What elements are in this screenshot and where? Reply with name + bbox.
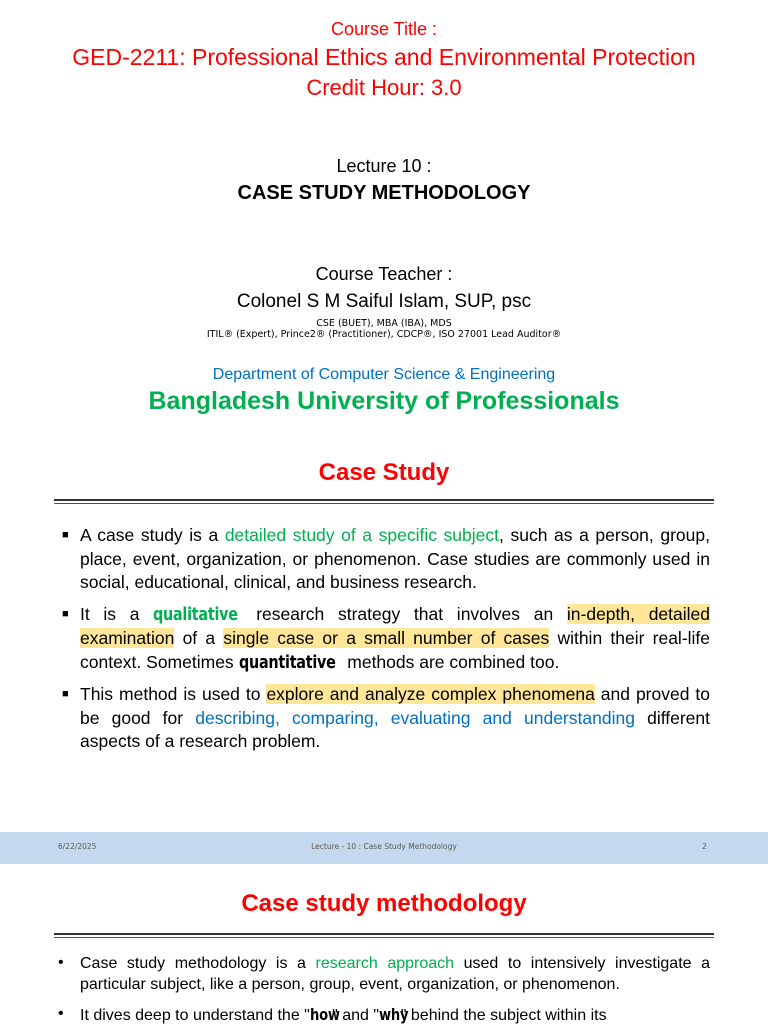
course-teacher-label: Course Teacher :: [315, 264, 453, 284]
dot-bullet-icon: •: [58, 954, 64, 971]
footer-title: Lecture - 10 : Case Study Methodology: [311, 842, 457, 851]
bullet-purpose: [62, 683, 710, 754]
course-teacher-name: Colonel S M Saiful Islam, SUP, psc: [236, 291, 532, 312]
highlighted-text: single case or a small number of cases: [223, 628, 550, 648]
lecture-title: CASE STUDY METHODOLOGY: [237, 182, 531, 204]
bullet-text: It dives deep to understand the ": [80, 1007, 310, 1024]
dot-bullet-icon: •: [58, 1005, 64, 1022]
bullet-text: A case study is a: [80, 525, 225, 545]
bullet-qualitative: [62, 603, 710, 676]
methodology-bullet-list: [58, 953, 710, 1035]
bullet-text: It is a: [80, 603, 154, 624]
square-bullet-icon: ■: [62, 529, 69, 541]
highlighted-text: in-depth, detailed examination: [80, 603, 710, 648]
bullet-definition: [62, 524, 710, 595]
keyword-why: why: [379, 1005, 409, 1024]
bullet-text: This method is used to: [80, 684, 267, 704]
keyword-quantitative: quantitative: [238, 652, 336, 673]
heading-divider-thin: [54, 937, 714, 938]
highlighted-text: explore and analyze complex phenomena: [266, 684, 595, 704]
university-name: Bangladesh University of Professionals: [148, 387, 620, 415]
bullet-text: " and ": [332, 1007, 380, 1024]
emphasis-text: describing, comparing, evaluating and understanding: [195, 707, 635, 728]
teacher-qualifications-line-2: ITIL® (Expert), Prince2® (Practitioner), CDCP®, ISO 27001 Lead Auditor®: [206, 329, 562, 340]
lecture-label: Lecture 10 :: [336, 156, 432, 176]
course-code-title: GED-2211: Professional Ethics and Environmental Protection: [72, 44, 696, 70]
emphasis-text: detailed study of a specific subject: [224, 525, 500, 545]
slide-footer: [0, 832, 768, 864]
bullet-text: , such as a person, group, place, event, organization, or phenomenon. Case studies are commonly used in social, educational, clinical, and business research.: [80, 525, 710, 592]
emphasis-text: research approach: [315, 955, 455, 972]
bullet-research-approach: [58, 953, 710, 995]
bullet-text: of a: [174, 628, 224, 648]
methodology-heading: Case study methodology: [241, 890, 527, 917]
bullet-text: methods are combined too.: [342, 651, 560, 672]
footer-page-number: 2: [702, 842, 707, 851]
bullet-text: different aspects of a research problem.: [80, 707, 710, 751]
teacher-qualifications-line-1: CSE (BUET), MBA (IBA), MDS: [316, 318, 452, 329]
case-study-heading: Case Study: [318, 459, 450, 486]
credit-hour: Credit Hour: 3.0: [306, 75, 462, 100]
square-bullet-icon: ■: [62, 688, 69, 700]
keyword-how: how: [309, 1005, 340, 1024]
bullet-how-why: [58, 1004, 710, 1026]
bullet-text: within their real-life context. Sometimes: [80, 628, 711, 672]
bullet-text: Case study methodology is a: [80, 955, 316, 972]
heading-divider: [54, 499, 714, 501]
bullet-text: " behind the subject within its: [400, 1007, 607, 1024]
square-bullet-icon: ■: [62, 607, 69, 620]
bullet-text: used to intensively investigate a particular subject, like a person, group, event, organization, or phenomenon.: [80, 955, 711, 993]
department-name: Department of Computer Science & Engineering: [212, 366, 556, 383]
course-title-label: Course Title :: [330, 19, 438, 39]
heading-divider: [54, 933, 714, 935]
case-study-bullet-list: [62, 524, 710, 762]
bullet-text: research strategy that involves an: [242, 603, 567, 624]
footer-date: 6/22/2025: [58, 842, 97, 851]
keyword-qualitative: qualitative: [153, 604, 238, 625]
bullet-text: and proved to be good for: [80, 684, 711, 728]
heading-divider-thin: [54, 503, 714, 504]
